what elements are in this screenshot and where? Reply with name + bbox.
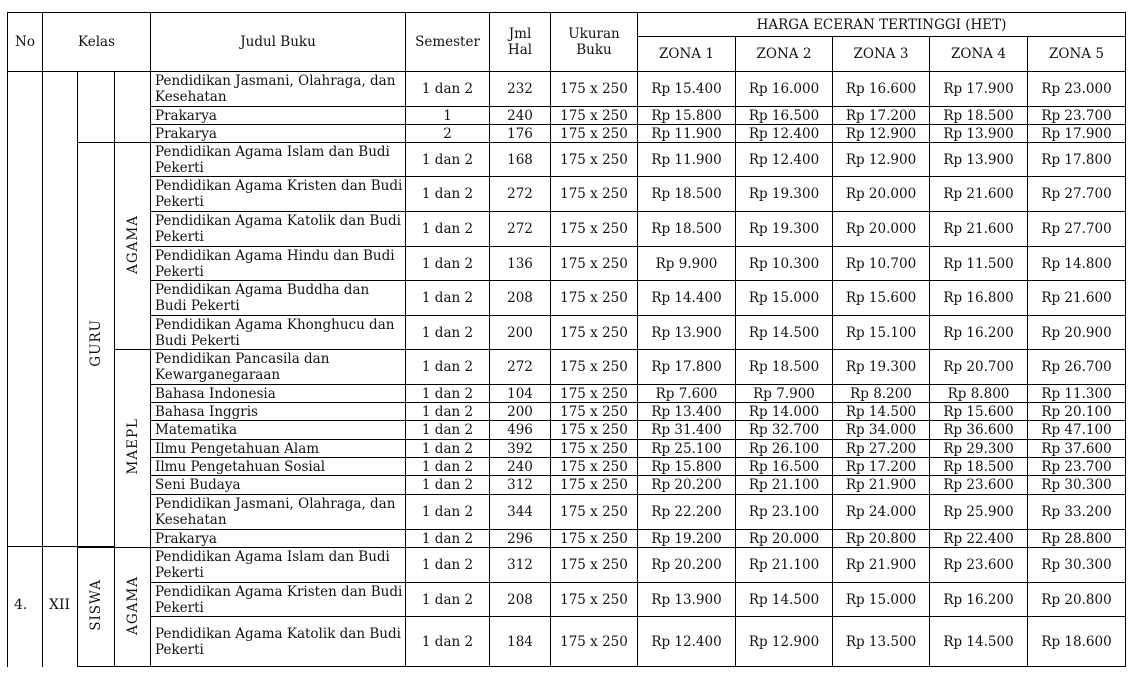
price-zona-3: Rp 12.900 (833, 125, 930, 143)
price-zona-3: Rp 15.000 (833, 583, 930, 617)
page-count: 344 (490, 495, 551, 530)
book-size: 175 x 250 (551, 350, 638, 385)
semester-value: 1 dan 2 (406, 247, 490, 281)
col-no-guru (8, 72, 43, 667)
book-title: Prakarya (151, 125, 406, 143)
semester-value: 1 dan 2 (406, 143, 490, 177)
book-size: 175 x 250 (551, 212, 638, 247)
price-zona-1: Rp 11.900 (638, 143, 736, 177)
price-zona-1: Rp 9.900 (638, 247, 736, 281)
table-row (8, 281, 1126, 316)
price-zona-4: Rp 21.600 (930, 212, 1028, 247)
book-size: 175 x 250 (551, 385, 638, 403)
row-kelas-label: XII (49, 597, 71, 613)
price-zona-1: Rp 31.400 (638, 421, 736, 440)
page-count: 104 (490, 385, 551, 403)
table-row (8, 458, 1126, 476)
price-zona-4: Rp 21.600 (930, 177, 1028, 212)
semester-value: 1 dan 2 (406, 440, 490, 458)
price-zona-5: Rp 30.300 (1028, 476, 1126, 495)
book-title: Ilmu Pengetahuan Sosial (151, 458, 406, 476)
price-zona-4: Rp 36.600 (930, 421, 1028, 440)
table-row (8, 530, 1126, 548)
page-count: 200 (490, 316, 551, 350)
header-het: HARGA ECERAN TERTINGGI (HET) (638, 13, 1126, 37)
page-count: 200 (490, 403, 551, 421)
price-zona-4: Rp 16.200 (930, 583, 1028, 617)
price-zona-3: Rp 15.100 (833, 316, 930, 350)
semester-value: 1 (406, 107, 490, 125)
table-row (8, 212, 1126, 247)
price-zona-5: Rp 23.000 (1028, 72, 1126, 107)
book-size: 175 x 250 (551, 458, 638, 476)
price-zona-1: Rp 20.200 (638, 548, 736, 583)
table-body (8, 72, 1126, 667)
page-count: 208 (490, 583, 551, 617)
price-zona-1: Rp 18.500 (638, 212, 736, 247)
price-zona-2: Rp 26.100 (736, 440, 833, 458)
table-row (8, 495, 1126, 530)
semester-value: 1 dan 2 (406, 72, 490, 107)
price-zona-4: Rp 13.900 (930, 125, 1028, 143)
price-zona-3: Rp 14.500 (833, 403, 930, 421)
table-row (8, 476, 1126, 495)
price-zona-1: Rp 12.400 (638, 617, 736, 667)
price-zona-5: Rp 17.900 (1028, 125, 1126, 143)
col-sub-top (115, 72, 151, 143)
page-count: 168 (490, 143, 551, 177)
book-size: 175 x 250 (551, 125, 638, 143)
header-judul-buku: Judul Buku (151, 13, 406, 72)
header-zona-3: ZONA 3 (833, 37, 930, 72)
book-title: Seni Budaya (151, 476, 406, 495)
het-price-table (7, 12, 1126, 667)
price-zona-1: Rp 7.600 (638, 385, 736, 403)
price-zona-1: Rp 13.900 (638, 583, 736, 617)
book-title: Prakarya (151, 530, 406, 548)
group-agama-siswa-label: AGAMA (115, 548, 151, 667)
table-row (8, 403, 1126, 421)
price-zona-4: Rp 18.500 (930, 458, 1028, 476)
price-zona-5: Rp 47.100 (1028, 421, 1126, 440)
price-zona-1: Rp 11.900 (638, 125, 736, 143)
price-zona-3: Rp 20.000 (833, 212, 930, 247)
price-zona-4: Rp 23.600 (930, 548, 1028, 583)
book-title: Pendidikan Pancasila dan Kewarganegaraan (151, 350, 406, 385)
price-zona-2: Rp 23.100 (736, 495, 833, 530)
price-zona-2: Rp 12.400 (736, 143, 833, 177)
header-zona-5: ZONA 5 (1028, 37, 1126, 72)
price-zona-5: Rp 14.800 (1028, 247, 1126, 281)
price-zona-3: Rp 16.600 (833, 72, 930, 107)
price-zona-1: Rp 14.400 (638, 281, 736, 316)
price-zona-5: Rp 33.200 (1028, 495, 1126, 530)
book-size: 175 x 250 (551, 421, 638, 440)
group-guru-label: GURU (78, 143, 115, 548)
book-size: 175 x 250 (551, 247, 638, 281)
price-zona-5: Rp 11.300 (1028, 385, 1126, 403)
table-row (8, 421, 1126, 440)
price-zona-1: Rp 25.100 (638, 440, 736, 458)
price-zona-2: Rp 10.300 (736, 247, 833, 281)
header-no: No (8, 13, 43, 72)
page-count: 272 (490, 212, 551, 247)
semester-value: 1 dan 2 (406, 530, 490, 548)
semester-value: 1 dan 2 (406, 385, 490, 403)
price-zona-5: Rp 17.800 (1028, 143, 1126, 177)
price-zona-4: Rp 16.200 (930, 316, 1028, 350)
book-title: Pendidikan Agama Islam dan Budi Pekerti (151, 143, 406, 177)
book-size: 175 x 250 (551, 476, 638, 495)
semester-value: 1 dan 2 (406, 583, 490, 617)
semester-value: 1 dan 2 (406, 281, 490, 316)
price-zona-3: Rp 17.200 (833, 107, 930, 125)
table-row (8, 617, 1126, 667)
semester-value: 1 dan 2 (406, 476, 490, 495)
table-row (8, 125, 1126, 143)
price-zona-2: Rp 16.000 (736, 72, 833, 107)
price-zona-4: Rp 16.800 (930, 281, 1028, 316)
price-zona-1: Rp 22.200 (638, 495, 736, 530)
semester-value: 1 dan 2 (406, 177, 490, 212)
book-size: 175 x 250 (551, 440, 638, 458)
table-row (8, 316, 1126, 350)
price-zona-5: Rp 27.700 (1028, 177, 1126, 212)
price-zona-3: Rp 19.300 (833, 350, 930, 385)
price-zona-3: Rp 10.700 (833, 247, 930, 281)
semester-value: 1 dan 2 (406, 495, 490, 530)
page-count: 232 (490, 72, 551, 107)
page-count: 136 (490, 247, 551, 281)
book-title: Matematika (151, 421, 406, 440)
table-row (8, 385, 1126, 403)
price-zona-4: Rp 17.900 (930, 72, 1028, 107)
price-zona-3: Rp 12.900 (833, 143, 930, 177)
price-zona-5: Rp 20.800 (1028, 583, 1126, 617)
section-divider (7, 546, 115, 547)
price-zona-4: Rp 20.700 (930, 350, 1028, 385)
price-zona-5: Rp 26.700 (1028, 350, 1126, 385)
row-no-label: 4. (14, 597, 28, 613)
book-title: Pendidikan Agama Kristen dan Budi Pekerti (151, 177, 406, 212)
price-zona-1: Rp 20.200 (638, 476, 736, 495)
price-zona-3: Rp 21.900 (833, 476, 930, 495)
book-title: Pendidikan Agama Katolik dan Budi Pekerti (151, 617, 406, 667)
price-zona-4: Rp 18.500 (930, 107, 1028, 125)
table-row (8, 72, 1126, 107)
price-zona-4: Rp 29.300 (930, 440, 1028, 458)
page-count: 272 (490, 177, 551, 212)
book-size: 175 x 250 (551, 548, 638, 583)
page-count: 312 (490, 548, 551, 583)
book-size: 175 x 250 (551, 281, 638, 316)
semester-value: 1 dan 2 (406, 212, 490, 247)
price-zona-3: Rp 21.900 (833, 548, 930, 583)
price-zona-2: Rp 14.000 (736, 403, 833, 421)
price-zona-5: Rp 23.700 (1028, 458, 1126, 476)
page-count: 296 (490, 530, 551, 548)
price-zona-2: Rp 32.700 (736, 421, 833, 440)
price-zona-1: Rp 13.400 (638, 403, 736, 421)
price-zona-3: Rp 34.000 (833, 421, 930, 440)
book-title: Bahasa Inggris (151, 403, 406, 421)
semester-value: 1 dan 2 (406, 548, 490, 583)
header-semester: Semester (406, 13, 490, 72)
book-size: 175 x 250 (551, 72, 638, 107)
price-zona-2: Rp 20.000 (736, 530, 833, 548)
book-title: Ilmu Pengetahuan Alam (151, 440, 406, 458)
book-title: Pendidikan Agama Katolik dan Budi Pekerti (151, 212, 406, 247)
price-zona-3: Rp 13.500 (833, 617, 930, 667)
price-zona-4: Rp 8.800 (930, 385, 1028, 403)
book-title: Prakarya (151, 107, 406, 125)
book-size: 175 x 250 (551, 617, 638, 667)
header-zona-1: ZONA 1 (638, 37, 736, 72)
price-zona-2: Rp 18.500 (736, 350, 833, 385)
page-count: 392 (490, 440, 551, 458)
table-row (8, 583, 1126, 617)
header-jml-hal: Jml Hal (490, 13, 551, 72)
price-zona-2: Rp 15.000 (736, 281, 833, 316)
page-count: 312 (490, 476, 551, 495)
price-zona-1: Rp 19.200 (638, 530, 736, 548)
semester-value: 1 dan 2 (406, 421, 490, 440)
col-guru-top (78, 72, 115, 143)
price-zona-1: Rp 17.800 (638, 350, 736, 385)
book-title: Bahasa Indonesia (151, 385, 406, 403)
semester-value: 1 dan 2 (406, 617, 490, 667)
book-size: 175 x 250 (551, 107, 638, 125)
semester-value: 1 dan 2 (406, 403, 490, 421)
price-zona-1: Rp 13.900 (638, 316, 736, 350)
price-zona-2: Rp 14.500 (736, 316, 833, 350)
book-size: 175 x 250 (551, 583, 638, 617)
price-zona-4: Rp 14.500 (930, 617, 1028, 667)
price-zona-1: Rp 15.800 (638, 107, 736, 125)
price-zona-5: Rp 37.600 (1028, 440, 1126, 458)
page-count: 240 (490, 107, 551, 125)
price-zona-3: Rp 8.200 (833, 385, 930, 403)
book-size: 175 x 250 (551, 403, 638, 421)
price-zona-4: Rp 11.500 (930, 247, 1028, 281)
header-zona-2: ZONA 2 (736, 37, 833, 72)
price-zona-3: Rp 24.000 (833, 495, 930, 530)
price-zona-4: Rp 22.400 (930, 530, 1028, 548)
group-maepl-label: MAEPL (115, 350, 151, 548)
book-title: Pendidikan Agama Buddha dan Budi Pekerti (151, 281, 406, 316)
book-size: 175 x 250 (551, 495, 638, 530)
page-count: 496 (490, 421, 551, 440)
book-size: 175 x 250 (551, 316, 638, 350)
price-zona-5: Rp 20.900 (1028, 316, 1126, 350)
price-zona-5: Rp 27.700 (1028, 212, 1126, 247)
price-zona-2: Rp 14.500 (736, 583, 833, 617)
price-zona-1: Rp 15.800 (638, 458, 736, 476)
price-zona-1: Rp 15.400 (638, 72, 736, 107)
price-zona-4: Rp 15.600 (930, 403, 1028, 421)
book-size: 175 x 250 (551, 177, 638, 212)
price-zona-5: Rp 30.300 (1028, 548, 1126, 583)
price-zona-4: Rp 25.900 (930, 495, 1028, 530)
price-zona-2: Rp 12.400 (736, 125, 833, 143)
page-count: 176 (490, 125, 551, 143)
price-zona-1: Rp 18.500 (638, 177, 736, 212)
price-zona-3: Rp 15.600 (833, 281, 930, 316)
book-title: Pendidikan Agama Kristen dan Budi Pekerti (151, 583, 406, 617)
price-zona-2: Rp 16.500 (736, 458, 833, 476)
semester-value: 2 (406, 125, 490, 143)
semester-value: 1 dan 2 (406, 350, 490, 385)
book-title: Pendidikan Agama Hindu dan Budi Pekerti (151, 247, 406, 281)
table-row (8, 143, 1126, 177)
page-count: 272 (490, 350, 551, 385)
price-zona-2: Rp 21.100 (736, 476, 833, 495)
book-title: Pendidikan Agama Khonghucu dan Budi Pekerti (151, 316, 406, 350)
price-zona-5: Rp 21.600 (1028, 281, 1126, 316)
book-size: 175 x 250 (551, 530, 638, 548)
price-zona-5: Rp 23.700 (1028, 107, 1126, 125)
price-zona-2: Rp 19.300 (736, 177, 833, 212)
price-zona-2: Rp 16.500 (736, 107, 833, 125)
price-zona-5: Rp 20.100 (1028, 403, 1126, 421)
price-zona-4: Rp 13.900 (930, 143, 1028, 177)
table-row (8, 107, 1126, 125)
price-zona-2: Rp 19.300 (736, 212, 833, 247)
price-zona-4: Rp 23.600 (930, 476, 1028, 495)
price-zona-3: Rp 27.200 (833, 440, 930, 458)
header-ukuran-buku: Ukuran Buku (551, 13, 638, 72)
table-row (8, 247, 1126, 281)
table-row (8, 177, 1126, 212)
price-zona-2: Rp 21.100 (736, 548, 833, 583)
col-kelas-guru (43, 72, 78, 667)
price-zona-2: Rp 7.900 (736, 385, 833, 403)
table-row (8, 548, 1126, 583)
price-zona-5: Rp 28.800 (1028, 530, 1126, 548)
book-title: Pendidikan Jasmani, Olahraga, dan Kesehatan (151, 72, 406, 107)
price-zona-5: Rp 18.600 (1028, 617, 1126, 667)
semester-value: 1 dan 2 (406, 316, 490, 350)
book-size: 175 x 250 (551, 143, 638, 177)
page-count: 184 (490, 617, 551, 667)
group-siswa-label: SISWA (78, 548, 115, 667)
header-zona-4: ZONA 4 (930, 37, 1028, 72)
book-title: Pendidikan Agama Islam dan Budi Pekerti (151, 548, 406, 583)
table-row (8, 440, 1126, 458)
semester-value: 1 dan 2 (406, 458, 490, 476)
group-agama-label: AGAMA (115, 143, 151, 350)
price-zona-3: Rp 20.800 (833, 530, 930, 548)
price-zona-2: Rp 12.900 (736, 617, 833, 667)
header-kelas: Kelas (43, 13, 151, 72)
page-count: 240 (490, 458, 551, 476)
book-title: Pendidikan Jasmani, Olahraga, dan Kesehatan (151, 495, 406, 530)
price-zona-3: Rp 17.200 (833, 458, 930, 476)
page-count: 208 (490, 281, 551, 316)
price-zona-3: Rp 20.000 (833, 177, 930, 212)
table-row (8, 350, 1126, 385)
